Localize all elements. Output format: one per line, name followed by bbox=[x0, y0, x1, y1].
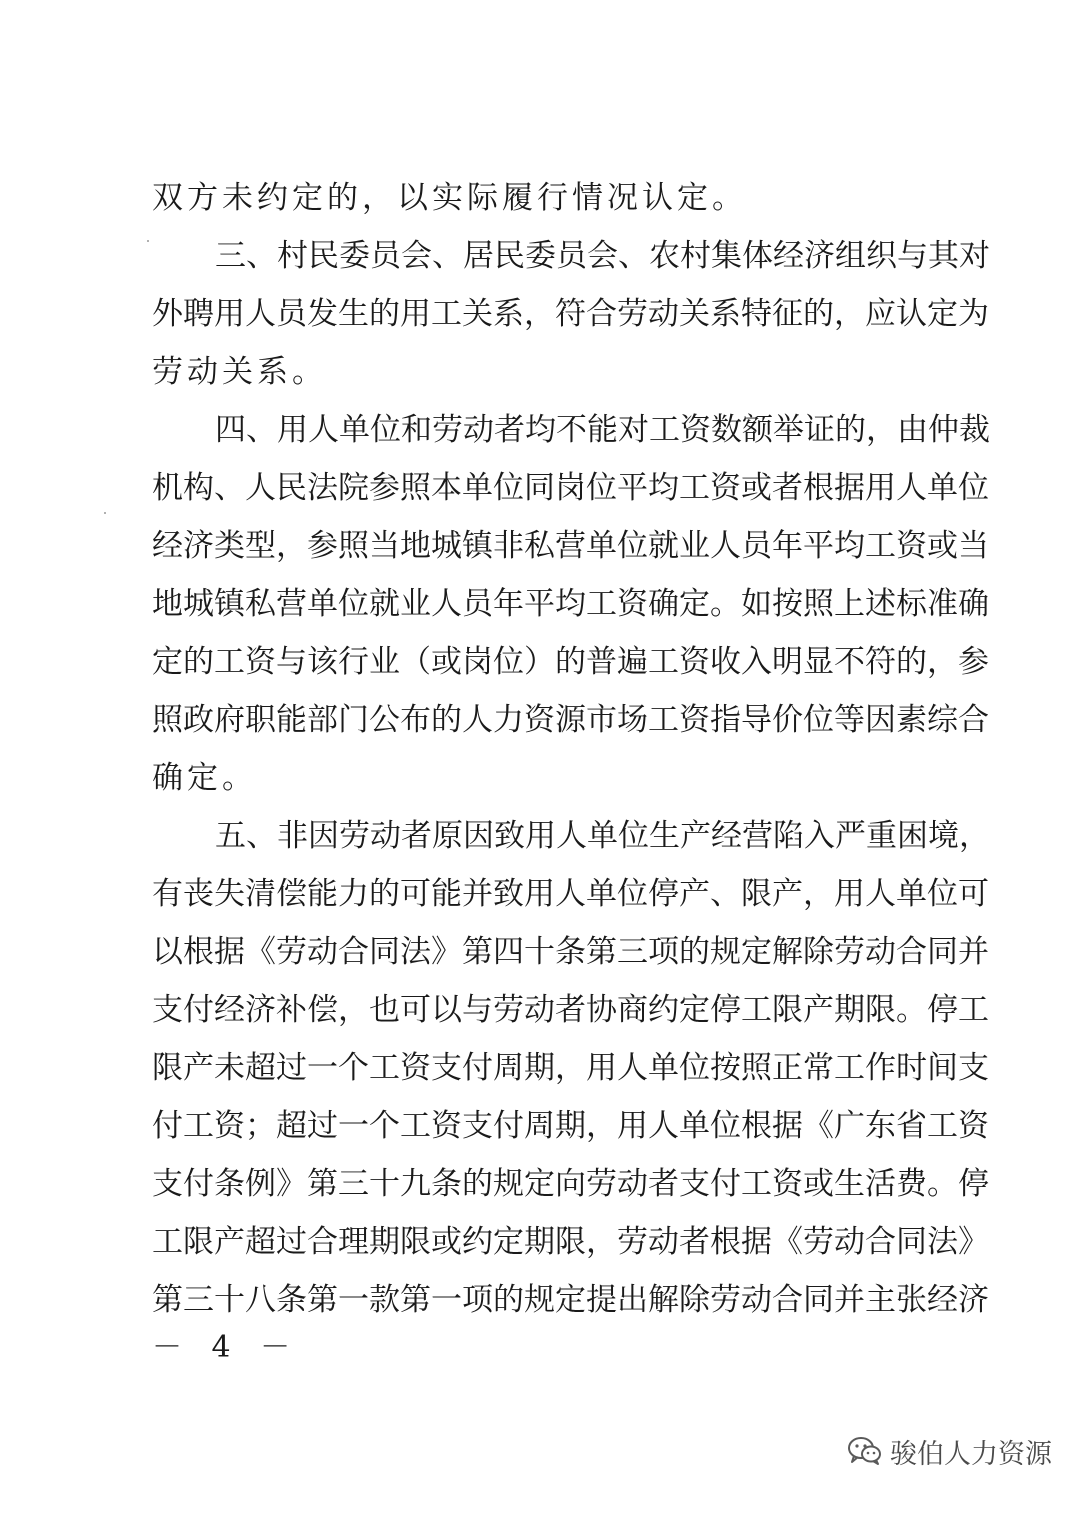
text-line: 支付条例》第三十九条的规定向劳动者支付工资或生活费。停 bbox=[152, 1166, 989, 1202]
text-line: 三、村民委员会、居民委员会、农村集体经济组织与其对 bbox=[215, 238, 990, 274]
text-line: 照政府职能部门公布的人力资源市场工资指导价位等因素综合 bbox=[152, 702, 989, 738]
text-line: 经济类型，参照当地城镇非私营单位就业人员年平均工资或当 bbox=[152, 528, 989, 564]
watermark-text: 骏伯人力资源 bbox=[890, 1438, 1052, 1470]
text-line: 定的工资与该行业（或岗位）的普遍工资收入明显不符的，参 bbox=[152, 644, 989, 680]
text-line: 地城镇私营单位就业人员年平均工资确定。如按照上述标准确 bbox=[152, 586, 989, 622]
scan-speck bbox=[104, 512, 106, 514]
text-line: 限产未超过一个工资支付周期，用人单位按照正常工作时间支 bbox=[152, 1050, 989, 1086]
text-line: 四、用人单位和劳动者均不能对工资数额举证的，由仲裁 bbox=[215, 412, 990, 448]
text-line: 双方未约定的，以实际履行情况认定。 bbox=[152, 180, 747, 216]
text-line: 五、非因劳动者原因致用人单位生产经营陷入严重困境， bbox=[215, 818, 990, 854]
text-line: 确定。 bbox=[152, 760, 257, 796]
text-line: 劳动关系。 bbox=[152, 354, 327, 390]
text-line: 工限产超过合理期限或约定期限，劳动者根据《劳动合同法》 bbox=[152, 1224, 989, 1260]
wechat-icon bbox=[848, 1436, 882, 1466]
text-line: 付工资；超过一个工资支付周期，用人单位根据《广东省工资 bbox=[152, 1108, 989, 1144]
text-line: 第三十八条第一款第一项的规定提出解除劳动合同并主张经济 bbox=[152, 1282, 989, 1318]
text-line: 有丧失清偿能力的可能并致用人单位停产、限产，用人单位可 bbox=[152, 876, 989, 912]
text-line: 支付经济补偿，也可以与劳动者协商约定停工限产期限。停工 bbox=[152, 992, 989, 1028]
scan-speck bbox=[147, 240, 149, 242]
text-line: 机构、人民法院参照本单位同岗位平均工资或者根据用人单位 bbox=[152, 470, 989, 506]
page-number: － 4 － bbox=[152, 1330, 301, 1365]
watermark bbox=[848, 1431, 1052, 1471]
text-line: 外聘用人员发生的用工关系，符合劳动关系特征的，应认定为 bbox=[152, 296, 989, 332]
text-line: 以根据《劳动合同法》第四十条第三项的规定解除劳动合同并 bbox=[152, 934, 989, 970]
